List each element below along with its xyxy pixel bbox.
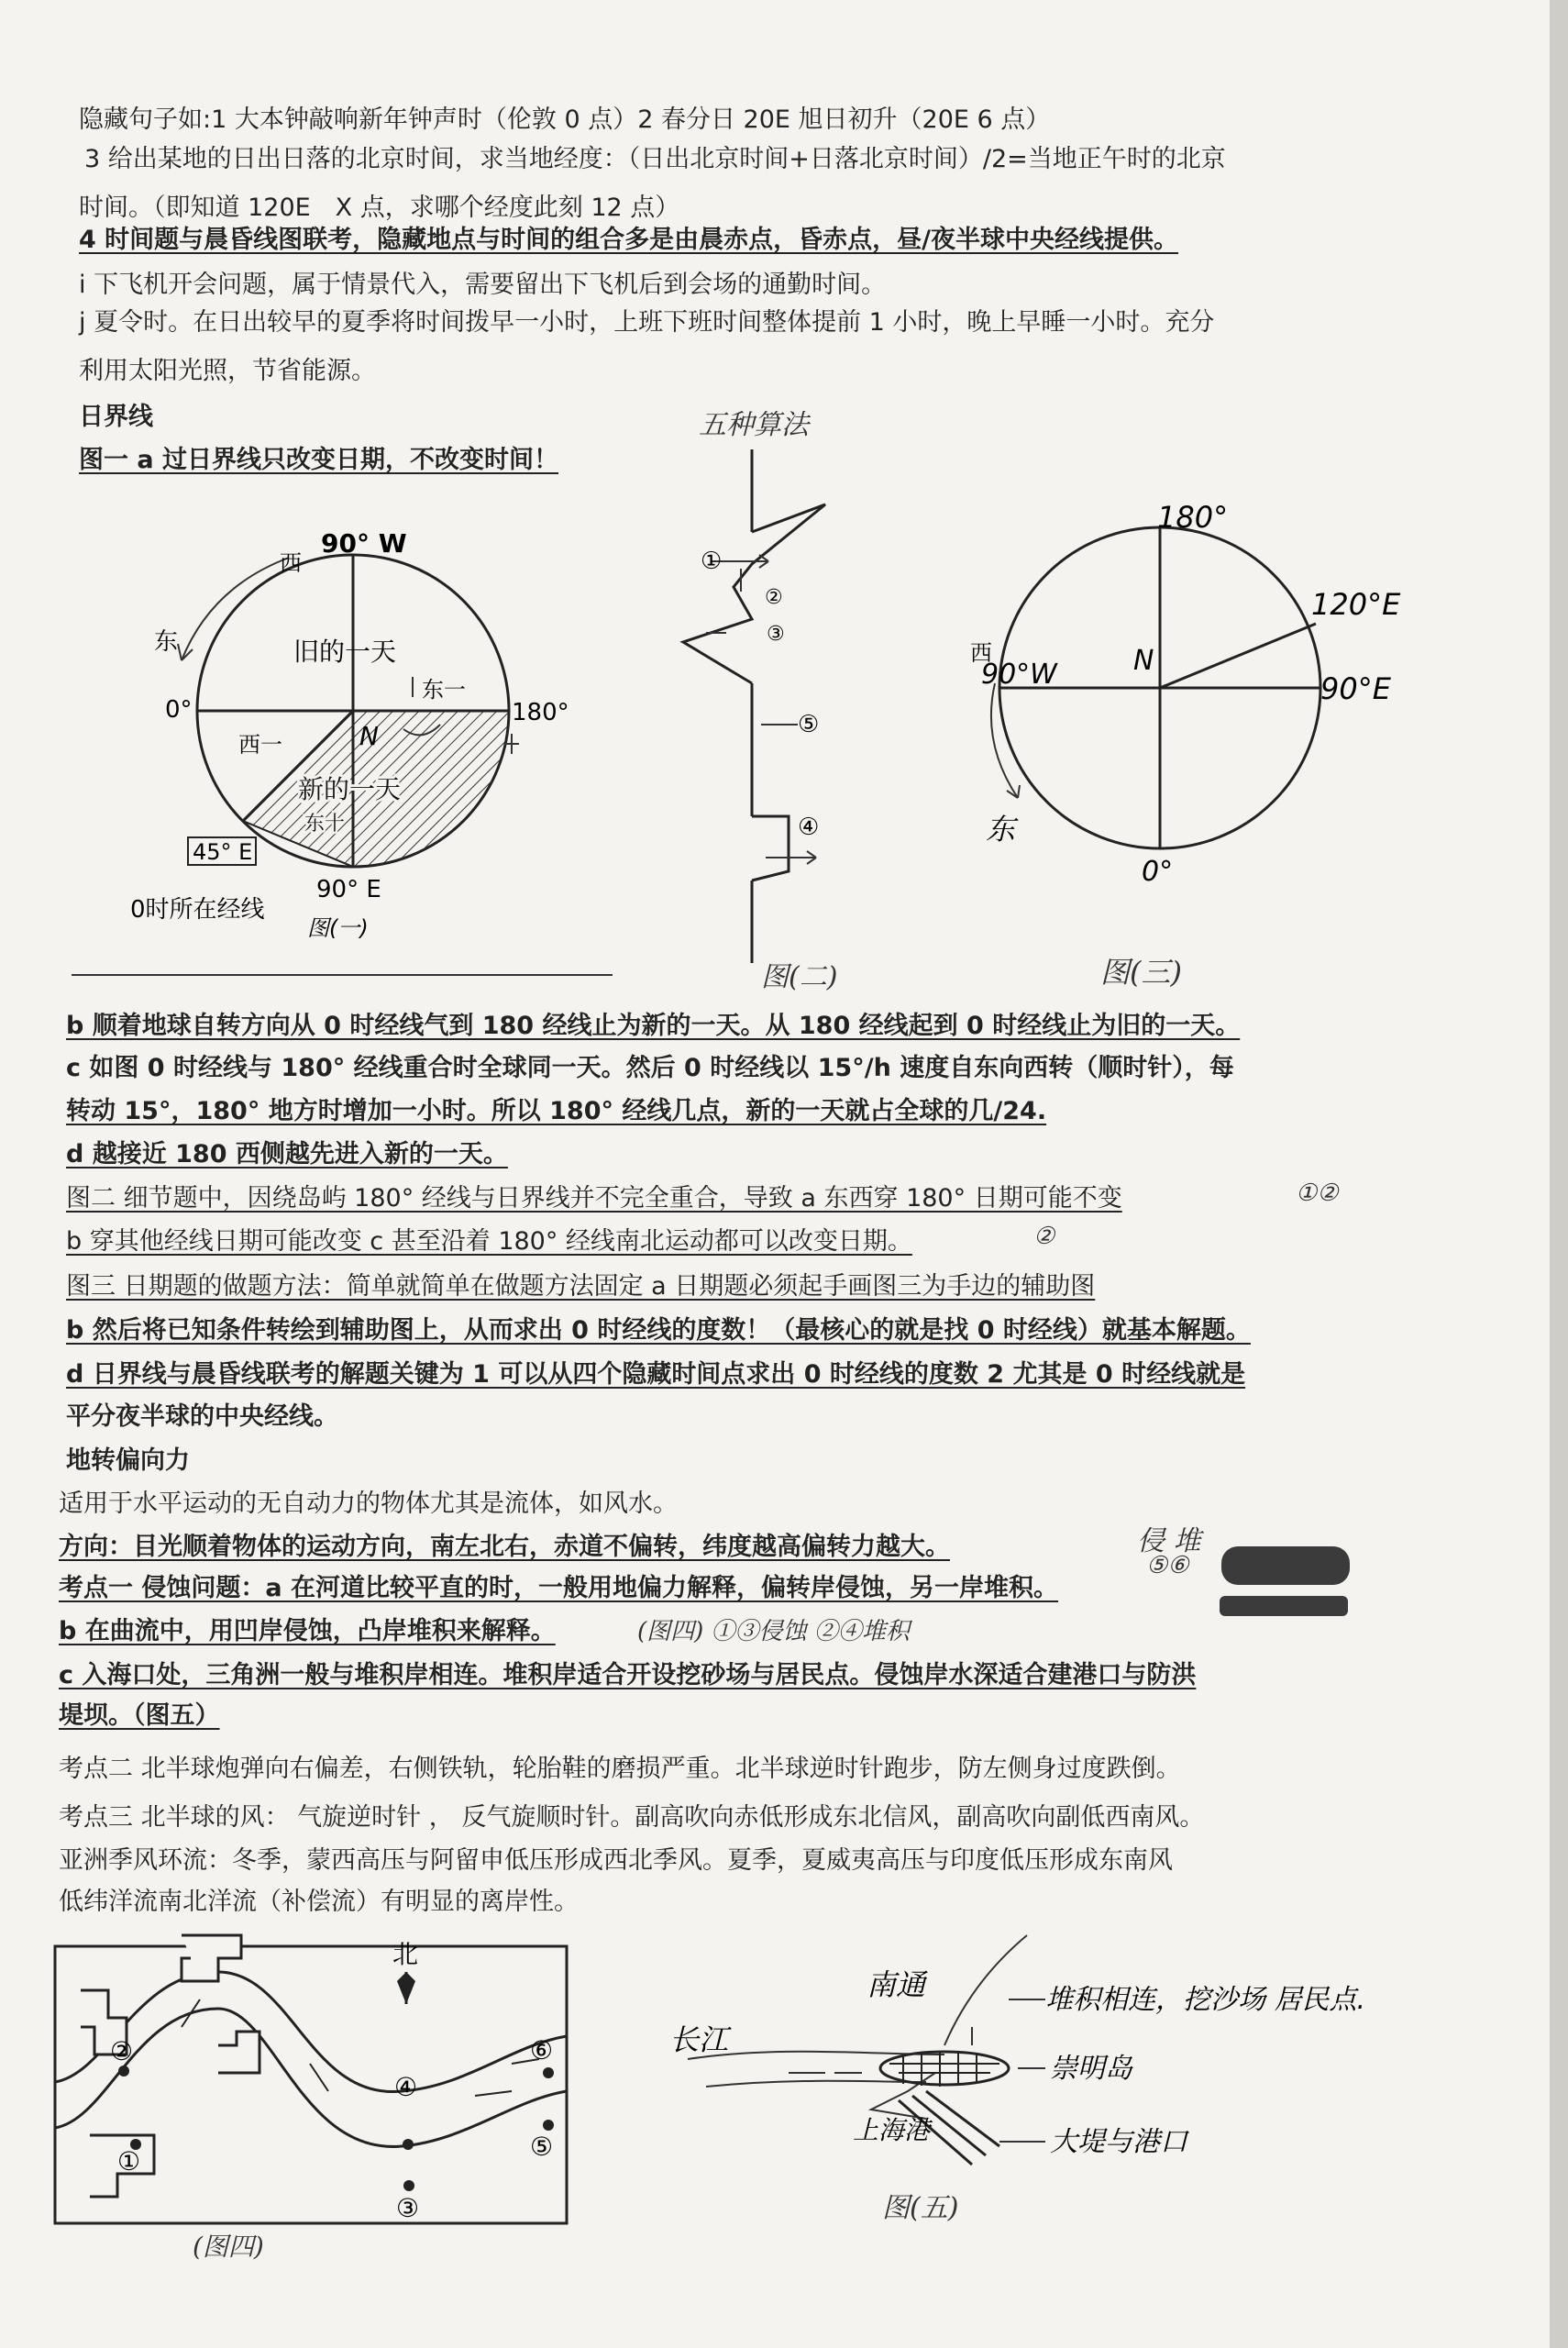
handwritten-note: 侵 堆 [1137, 1525, 1201, 1557]
point-1: ① [117, 2146, 141, 2176]
text-line-underlined: 方向：目光顺着物体的运动方向，南左北右，赤道不偏转，纬度越高偏转力越大。 [59, 1533, 950, 1561]
text-line: 考点二 北半球炮弹向右偏差，右侧铁轨，轮胎鞋的磨损严重。北半球逆时针跑步，防左侧身过度跌倒。 [59, 1755, 1181, 1783]
paper-edge [1550, 0, 1568, 2348]
divider [72, 974, 613, 976]
text-line: c 如图 0 时经线与 180° 经线重合时全球同一天。然后 0 时经线以 15°/h 速度自东向西转（顺时针），每 [66, 1054, 1234, 1082]
text-line-underlined: 4 时间题与晨昏线图联考，隐藏地点与时间的组合多是由晨赤点，昏赤点，昼/夜半球中央经线提供。 [79, 226, 1179, 254]
text-line-underlined: 图三 日期题的做题方法：简单就简单在做题方法固定 a 日期题必须起手画图三为手边的辅助图 [66, 1272, 1096, 1301]
label-90w: 90°W [981, 659, 1057, 691]
label-zero-line: 0时所在经线 [130, 896, 265, 924]
figure-caption: (图四) [193, 2232, 264, 2262]
text-line: 亚洲季风环流：冬季，蒙西高压与阿留申低压形成西北季风。夏季，夏威夷高压与印度低压形成东南风 [59, 1846, 1173, 1875]
text-line: 平分夜半球的中央经线。 [66, 1402, 338, 1431]
text-line: 隐藏句子如:1 大本钟敲响新年钟声时（伦敦 0 点）2 春分日 20E 旭日初升（20E 6 点） [79, 105, 1051, 134]
text-line: i 下飞机开会问题，属于情景代入，需要留出下飞机后到会场的通勤时间。 [79, 271, 887, 299]
marker-4: ④ [798, 814, 820, 841]
marker-3: ③ [767, 623, 785, 646]
label-nantong: 南通 [867, 1967, 926, 2002]
label-chongming: 崇明岛 [1050, 2053, 1132, 2085]
label-north: 北 [392, 1939, 419, 1969]
label-dongshi: 东十 [304, 813, 346, 836]
figure-1-date-line-diagram [110, 514, 624, 972]
text-line: 3 给出某地的日出日落的北京时间，求当地经度：（日出北京时间+日落北京时间）/2=当地正午时的北京 [84, 145, 1226, 173]
text-line: j 夏令时。在日出较早的夏季将时间拨早一小时，上班下班时间整体提前 1 小时，晚上早睡一小时。充分 [79, 308, 1215, 337]
figure-caption: 图(一) [307, 915, 369, 941]
text-line-underlined: b 然后将已知条件转绘到辅助图上，从而求出 0 时经线的度数！（最核心的就是找 0 时经线）就基本解题。 [66, 1316, 1251, 1345]
scribble-mark [1220, 1596, 1348, 1616]
label-90w: 90° W [321, 528, 407, 559]
label-90e: 90° E [316, 876, 381, 903]
label-west: 西 [970, 640, 992, 666]
marker-2: ② [765, 586, 783, 609]
text-line-underlined: d 日界线与晨昏线联考的解题关键为 1 可以从四个隐藏时间点求出 0 时经线的度数 2 尤其是 0 时经线就是 [66, 1360, 1246, 1389]
text-line: 考点三 北半球的风： 气旋逆时针 ， 反气旋顺时针。副高吹向赤低形成东北信风，副高吹向副低西南风。 [59, 1803, 1205, 1832]
point-5: ⑤ [530, 2132, 554, 2162]
scribble-mark [1221, 1546, 1350, 1585]
text-line: 时间。（即知道 120E X 点，求哪个经度此刻 12 点） [79, 194, 680, 222]
label-new-day: 新的一天 [298, 774, 402, 804]
handwritten-note: (图四) ①③侵蚀 ②④堆积 [637, 1618, 910, 1645]
handwritten-note: ② [1033, 1223, 1055, 1250]
label-120e: 120°E [1311, 587, 1401, 622]
label-0: 0° [165, 696, 193, 724]
label-180: 180° [512, 699, 569, 726]
marker-1: ① [701, 548, 723, 575]
label-north: N [359, 721, 379, 751]
point-2: ② [110, 2036, 134, 2066]
text-line-underlined: 图一 a 过日界线只改变日期，不改变时间！ [79, 446, 559, 474]
section-heading: 日界线 [79, 403, 153, 431]
section-heading: 地转偏向力 [66, 1446, 190, 1475]
point-4: ④ [394, 2072, 418, 2102]
figure-caption: 图(二) [761, 961, 838, 993]
handwritten-note: ⑤⑥ [1146, 1552, 1189, 1579]
label-90e: 90°E [1320, 671, 1391, 706]
figure-5-estuary-sketch [669, 1926, 1385, 2192]
text-line-underlined: b 穿其他经线日期可能改变 c 甚至沿着 180° 经线南北运动都可以改变日期。 [66, 1227, 912, 1256]
label-east1: 东一 [422, 677, 466, 703]
text-line: 利用太阳光照，节省能源。 [79, 357, 376, 385]
label-east: 东 [154, 628, 179, 656]
text-line-underlined: 堤坝。（图五） [59, 1701, 220, 1730]
label-old-day: 旧的一天 [293, 637, 397, 667]
figure-4-meander-map [53, 1935, 576, 2238]
handwritten-note: 五种算法 [699, 409, 809, 441]
figure-caption: 图(三) [1100, 955, 1182, 990]
text-line: 低纬洋流南北洋流（补偿流）有明显的离岸性。 [59, 1888, 579, 1916]
text-line-underlined: 考点一 侵蚀问题：a 在河道比较平直的时，一般用地偏力解释，偏转岸侵蚀，另一岸堆积。 [59, 1574, 1059, 1602]
label-45e: 45° E [193, 839, 253, 865]
label-north: N [1133, 645, 1154, 677]
label-0: 0° [1142, 856, 1174, 888]
note-port: 大堤与港口 [1050, 2126, 1187, 2158]
marker-5: ⑤ [798, 711, 820, 738]
text-line-underlined: b 顺着地球自转方向从 0 时经线气到 180 经线止为新的一天。从 180 经线起到 0 时经线止为旧的一天。 [66, 1012, 1241, 1040]
handwritten-note: ①② [1296, 1180, 1339, 1207]
text-line-underlined: d 越接近 180 西侧越先进入新的一天。 [66, 1140, 508, 1168]
figure-2-date-line-detail [679, 449, 862, 981]
text-line-underlined: 转动 15°，180° 地方时增加一小时。所以 180° 经线几点，新的一天就占全球的几/24. [66, 1097, 1047, 1125]
label-180: 180° [1157, 500, 1229, 535]
figure-caption: 图(五) [882, 2192, 959, 2224]
note-deposition: 堆积相连，挖沙场 居民点. [1045, 1984, 1366, 2016]
label-west1: 西一 [238, 732, 282, 758]
label-east: 东 [986, 812, 1016, 847]
point-6: ⑥ [530, 2035, 554, 2066]
label-west: 西 [280, 550, 302, 576]
label-shanghai-port: 上海港 [853, 2115, 931, 2145]
point-3: ③ [396, 2193, 420, 2223]
text-line-underlined: b 在曲流中，用凹岸侵蚀，凸岸堆积来解释。 [59, 1617, 556, 1645]
text-line-underlined: c 入海口处，三角洲一般与堆积岸相连。堆积岸适合开设挖砂场与居民点。侵蚀岸水深适合建港口与防洪 [59, 1661, 1197, 1689]
label-yangtze: 长江 [669, 2022, 729, 2057]
text-line-underlined: 图二 细节题中，因绕岛屿 180° 经线与日界线并不完全重合，导致 a 东西穿 180° 日期可能不变 [66, 1184, 1122, 1213]
figure-3-auxiliary-circle [954, 495, 1467, 899]
text-line: 适用于水平运动的无自动力的物体尤其是流体，如风水。 [59, 1490, 678, 1518]
